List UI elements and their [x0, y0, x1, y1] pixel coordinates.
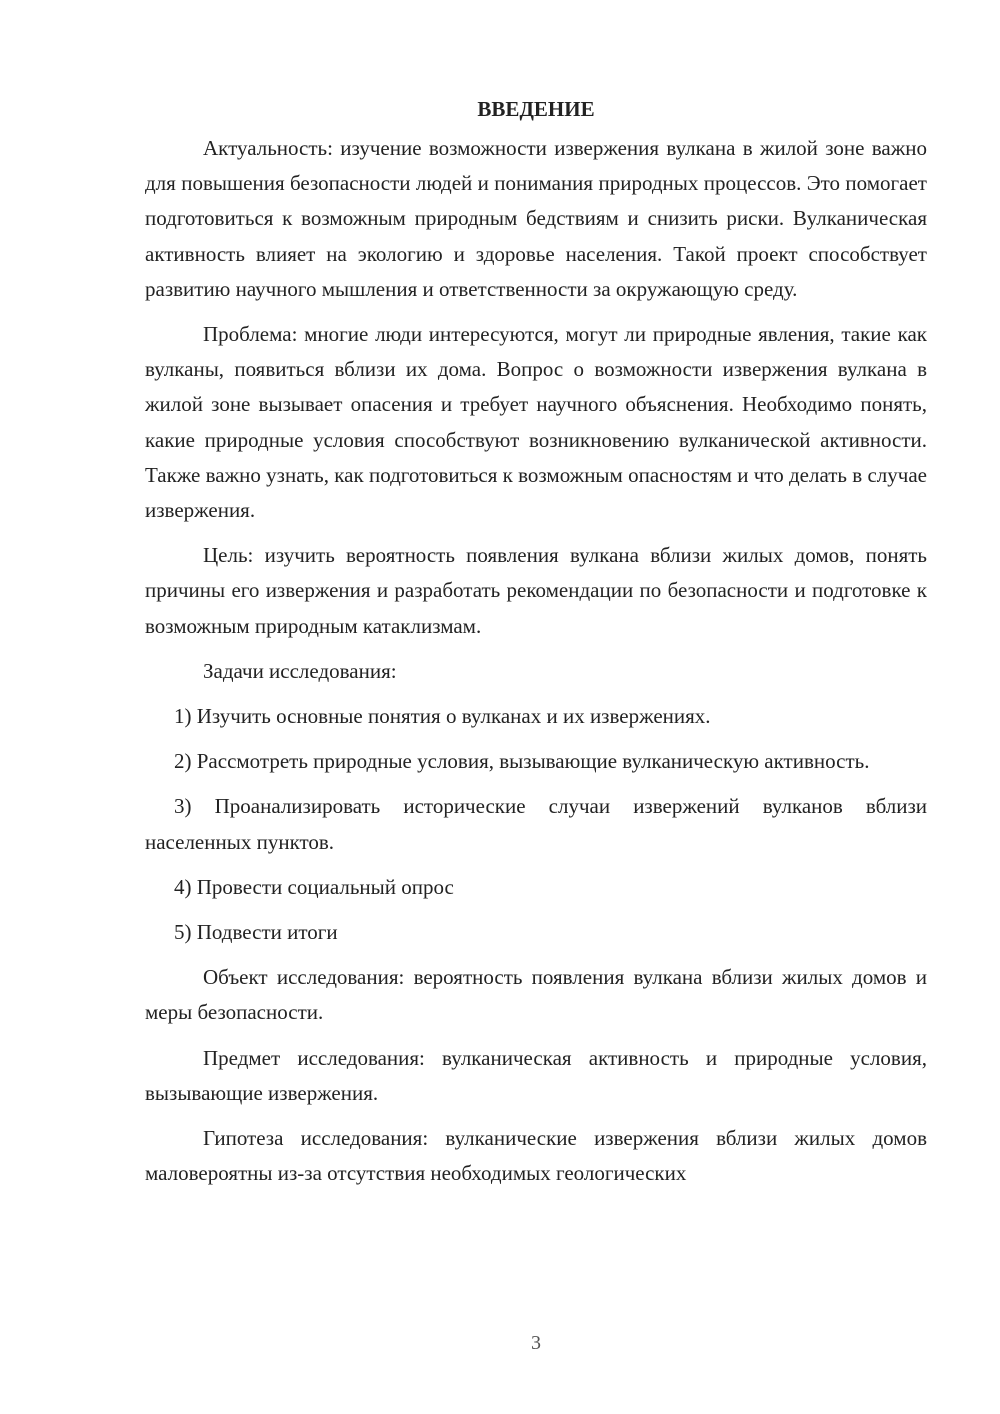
relevance-paragraph: Актуальность: изучение возможности извержения вулкана в жилой зоне важно для повышения безопасности людей и понимания природных процессов. Это помогает подготовиться к возможным природным бедствиям и снизить риски. Вулканическая активность влияет на экологию и здоровье населения. Такой проект способствует развитию научного мышления и ответственности за окружающую среду. [145, 136, 927, 301]
subject-paragraph: Предмет исследования: вулканическая активность и природные условия, вызывающие извержения. [145, 1045, 927, 1105]
task-item-2: 2) Рассмотреть природные условия, вызывающие вулканическую активность. [174, 749, 870, 774]
tasks-title: Задачи исследования: [203, 658, 397, 683]
task-item-3: 3) Проанализировать исторические случаи извержений вулканов вблизи населенных пунктов. [145, 794, 927, 854]
task-item-5: 5) Подвести итоги [174, 920, 338, 945]
problem-paragraph: Проблема: многие люди интересуются, могут ли природные явления, такие как вулканы, появиться вблизи их дома. Вопрос о возможности извержения вулкана в жилой зоне вызывает опасения и требует научного объяснения. Необходимо понять, какие природные условия способствуют возникновению вулканической активности. Также важно узнать, как подготовиться к возможным опасностям и что делать в случае извержения. [145, 322, 927, 523]
task-item-1: 1) Изучить основные понятия о вулканах и их извержениях. [174, 704, 711, 729]
page-number: 3 [531, 1332, 541, 1354]
goal-paragraph: Цель: изучить вероятность появления вулкана вблизи жилых домов, понять причины его извержения и разработать рекомендации по безопасности и подготовке к возможным природным катаклизмам. [145, 543, 927, 638]
task-item-4: 4) Провести социальный опрос [174, 874, 454, 899]
document-page [145, 92, 927, 1201]
hypothesis-paragraph: Гипотеза исследования: вулканические извержения вблизи жилых домов маловероятны из-за отсутствия необходимых геологических [145, 1126, 927, 1186]
object-paragraph: Объект исследования: вероятность появления вулкана вблизи жилых домов и меры безопасности. [145, 965, 927, 1025]
section-heading: ВВЕДЕНИЕ [477, 97, 595, 121]
